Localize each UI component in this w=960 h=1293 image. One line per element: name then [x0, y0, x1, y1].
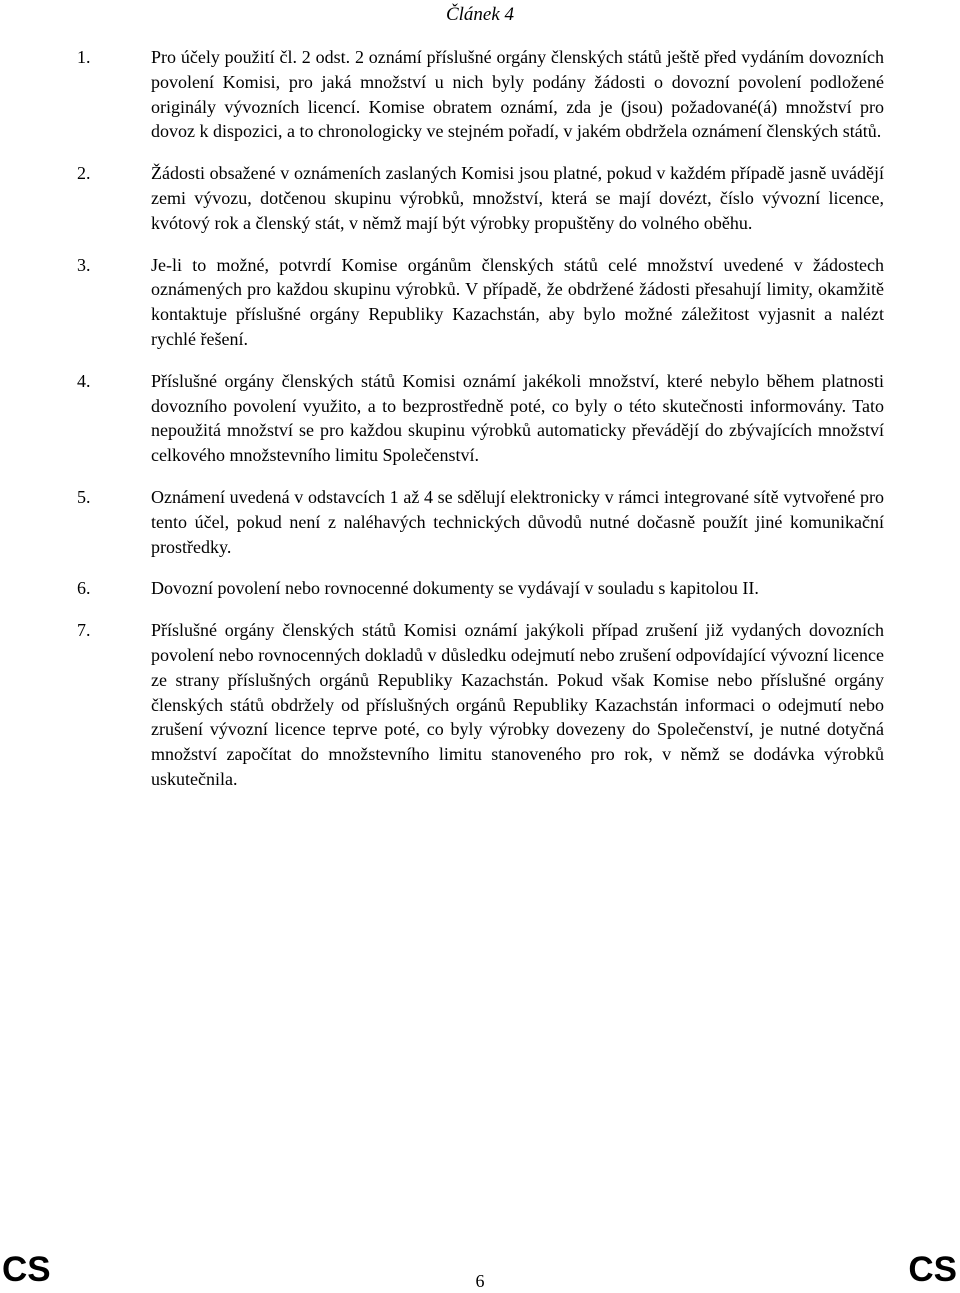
paragraph-text: Žádosti obsažené v oznámeních zaslaných Komisi jsou platné, pokud v každém případě jasně uvádějí zemi vývozu, dotčenou skupinu výrobků, množství, která se mají dovézt, číslo vývozní licence, kvótový rok a členský stát, v němž mají být výrobky propuštěny do volného oběhu. [151, 163, 884, 233]
paragraph-text: Oznámení uvedená v odstavcích 1 až 4 se sdělují elektronicky v rámci integrované sítě vytvořené pro tento účel, pokud není z naléhavých technických důvodů nutné dočasně použít jiné komunikační prostředky. [151, 486, 884, 557]
paragraph-5 [0, 485, 960, 559]
paragraph-number: 1. [77, 47, 91, 67]
paragraph-text: Příslušné orgány členských států Komisi oznámí jakýkoli případ zrušení již vydaných dovozních povolení nebo rovnocenných dokladů v důsledku odejmutí nebo zrušení odpovídající vývozní licence ze strany příslušných orgánů Republiky Kazachstán. Pokud však Komise nebo příslušné orgány členských států obdržely od příslušných orgánů Republiky Kazachstán informaci o odejmutí nebo zrušení vývozní licence teprve poté, co byly výrobky dovezeny do Společenství, je nutné dotyčná množství započítat do množstevního limitu stanoveného pro rok, v němž se dodávka výrobků uskutečnila. [151, 620, 884, 789]
footer-language-code-right: CS [908, 1250, 957, 1289]
paragraph-text: Pro účely použití čl. 2 odst. 2 oznámí příslušné orgány členských států ještě před vydáním dovozních povolení Komisi, pro jaká množství u nich byly podány žádosti o dovozní povolení podložené originály vývozních licencí. Komise obratem oznámí, zda je (jsou) požadované(á) množství pro dovoz k dispozici, a to chronologicky ve stejném pořadí, v jakém obdržela oznámení členských států. [151, 47, 884, 142]
footer-page-number: 6 [475, 1271, 485, 1291]
paragraph-1 [0, 45, 960, 144]
paragraph-7 [0, 618, 960, 792]
paragraph-number: 7. [77, 620, 91, 641]
paragraph-number: 2. [77, 163, 91, 184]
article-paragraph-list [0, 45, 960, 809]
paragraph-text: Je-li to možné, potvrdí Komise orgánům členských států celé množství uvedené v žádostech oznámených pro každou skupinu výrobků. V případě, že obdržené žádosti přesahují limity, okamžitě kontaktuje příslušné orgány Republiky Kazachstán, aby bylo možné záležitost vyjasnit a nalézt rychlé řešení. [151, 254, 884, 349]
paragraph-number: 5. [77, 486, 91, 507]
footer-language-code-left: CS [2, 1250, 51, 1289]
paragraph-number: 4. [77, 370, 91, 391]
article-heading: Článek 4 [445, 4, 515, 25]
paragraph-6 [0, 576, 960, 601]
paragraph-4 [0, 369, 960, 468]
paragraph-number: 6. [77, 578, 91, 599]
paragraph-text: Příslušné orgány členských států Komisi oznámí jakékoli množství, které nebylo během platnosti dovozního povolení využito, a to bezprostředně poté, co byly o této skutečnosti informovány. Tato nepoužitá množství se pro každou skupinu výrobků automaticky převádějí do zbývajících množství celkového množstevního limitu Společenství. [151, 370, 884, 466]
paragraph-text: Dovozní povolení nebo rovnocenné dokumenty se vydávají v souladu s kapitolou II. [151, 578, 759, 599]
paragraph-3 [0, 253, 960, 352]
paragraph-number: 3. [77, 254, 91, 275]
paragraph-2 [0, 161, 960, 235]
